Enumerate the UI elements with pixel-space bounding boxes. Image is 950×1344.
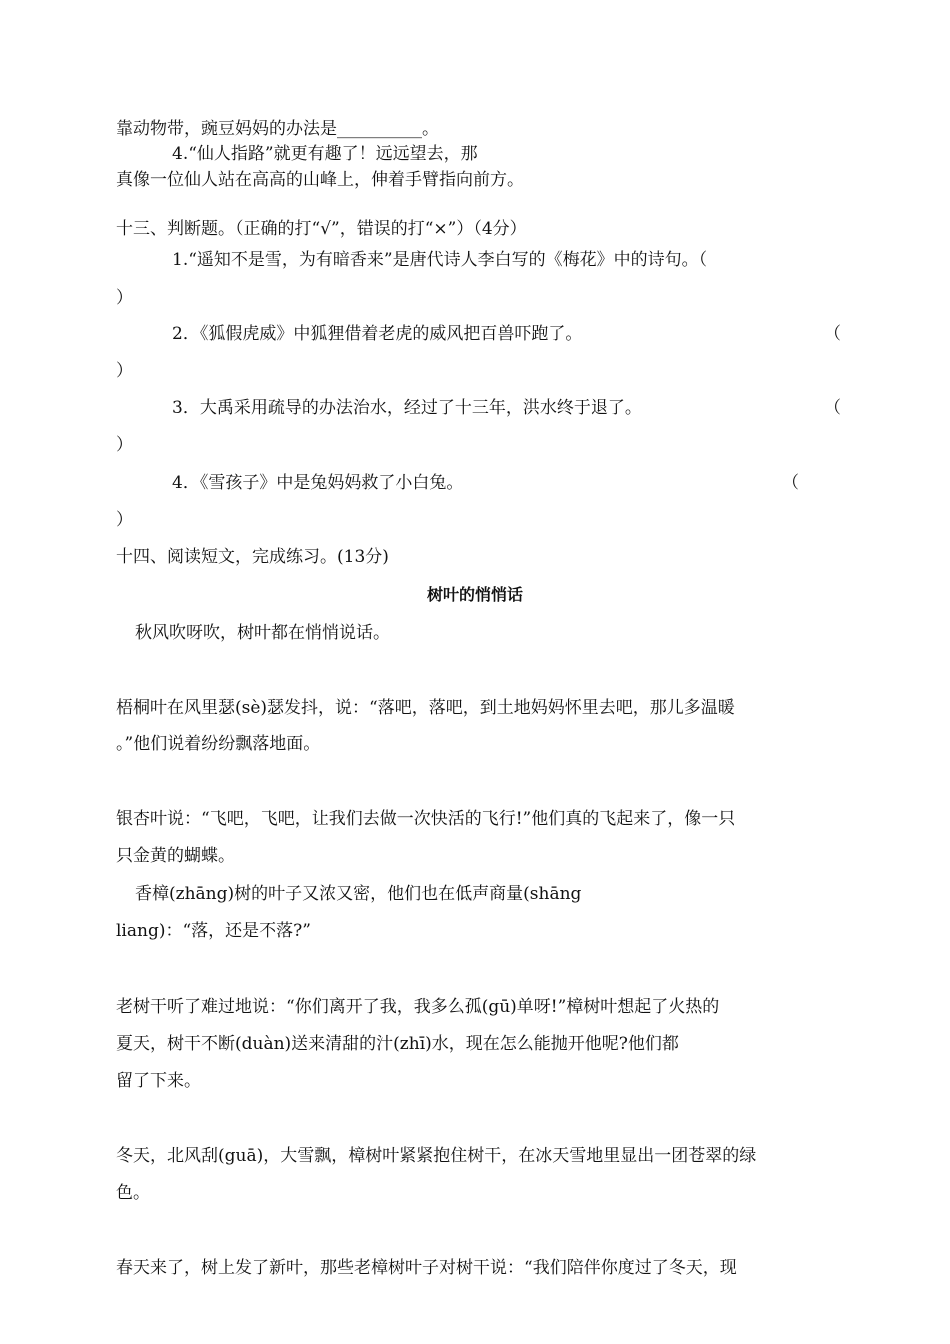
story-title: 树叶的悄悄话: [426, 585, 523, 604]
story-line: 香樟(zhāng)树的叶子又浓又密，他们也在低声商量(shāng: [135, 884, 582, 904]
judgment-item-2-open: （: [824, 324, 841, 344]
story-line: 春天来了，树上发了新叶，那些老樟树叶子对树干说：“我们陪伴你度过了冬天，现: [116, 1258, 737, 1278]
judgment-item-3: 3．大禹采用疏导的办法治水，经过了十三年，洪水终于退了。: [172, 398, 642, 418]
story-line: liang)：“落，还是不落?”: [116, 921, 311, 941]
judgment-item-2: 2．《狐假虎威》中狐狸借着老虎的威风把百兽吓跑了。: [172, 324, 583, 344]
story-line: 只金黄的蝴蝶。: [116, 846, 235, 866]
judgment-item-1-close: ）: [116, 288, 133, 308]
judgment-item-3-open: （: [824, 398, 841, 418]
item-4-line-2: 真像一位仙人站在高高的山峰上，伸着手臂指向前方。: [116, 170, 524, 190]
item-4-line-1: 4.“仙人指路”就更有趣了！远远望去，那: [172, 144, 478, 164]
judgment-item-1: 1.“遥知不是雪，为有暗香来”是唐代诗人李白写的《梅花》中的诗句。（: [172, 250, 708, 270]
story-line: 冬天，北风刮(guā)，大雪飘，樟树叶紧紧抱住树干，在冰天雪地里显出一团苍翠的绿: [116, 1146, 757, 1166]
judgment-item-2-close: ）: [116, 361, 133, 381]
story-paragraph: 秋风吹呀吹，树叶都在悄悄说话。: [135, 623, 390, 643]
story-line: 银杏叶说：“飞吧，飞吧，让我们去做一次快活的飞行!”他们真的飞起来了，像一只: [116, 809, 736, 829]
story-line: 夏天，树干不断(duàn)送来清甜的汁(zhī)水，现在怎么能抛开他呢?他们都: [116, 1034, 679, 1054]
judgment-item-4-open: （: [782, 473, 799, 493]
judgment-item-4: 4．《雪孩子》中是兔妈妈救了小白兔。: [172, 473, 464, 493]
section-14-heading: 十四、阅读短文，完成练习。(13分): [116, 547, 389, 567]
section-13-heading: 十三、判断题。（正确的打“√”，错误的打“×”）（4分）: [116, 219, 527, 239]
story-line: 梧桐叶在风里瑟(sè)瑟发抖，说：“落吧，落吧，到土地妈妈怀里去吧，那儿多温暖: [116, 698, 735, 718]
judgment-item-4-close: ）: [116, 510, 133, 530]
story-line: 老树干听了难过地说：“你们离开了我，我多么孤(gū)单呀!”樟树叶想起了火热的: [116, 997, 720, 1017]
story-line: 。”他们说着纷纷飘落地面。: [116, 734, 321, 754]
judgment-item-3-close: ）: [116, 435, 133, 455]
story-line: 色。: [116, 1183, 150, 1203]
story-line: 留了下来。: [116, 1071, 201, 1091]
continuation-line-1: 靠动物带，豌豆妈妈的办法是__________。: [116, 119, 439, 139]
